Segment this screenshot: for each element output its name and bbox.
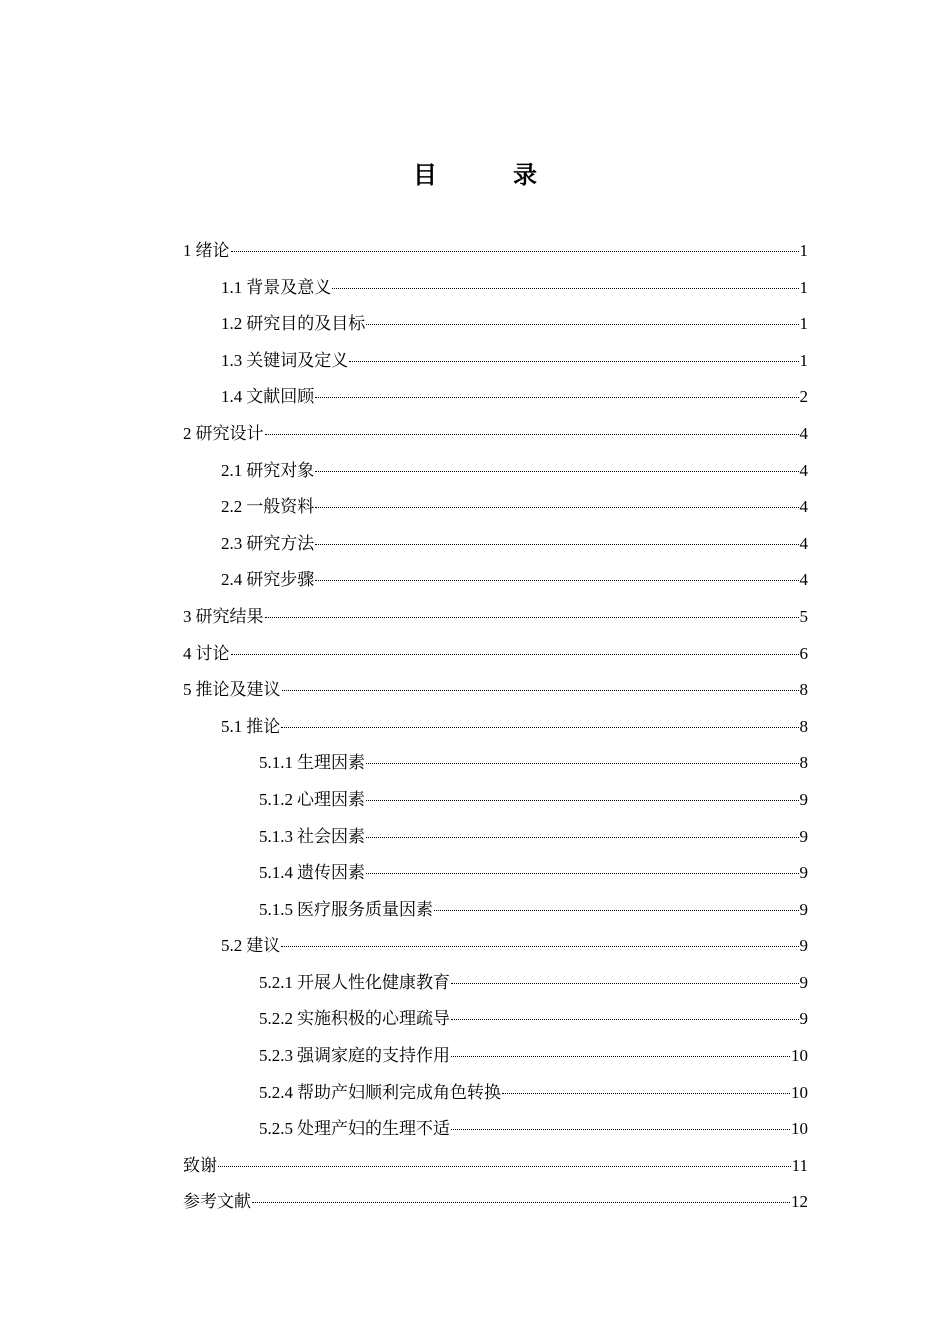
toc-entry-text: 医疗服务质量因素 [297,899,433,919]
toc-entry[interactable] [183,1148,808,1185]
toc-entry-page-number: 1 [799,241,808,260]
toc-entry-label [259,965,450,1002]
toc-entry-number: 2 [183,423,192,443]
dot-leader [252,1202,790,1203]
dot-leader [265,617,799,618]
toc-entry-text: 建议 [246,936,281,956]
toc-entry[interactable] [183,343,808,380]
dot-leader [451,1056,790,1057]
toc-entry-page-number: 9 [799,863,808,883]
toc-entry[interactable] [183,1038,808,1075]
toc-entry-number: 1.3 [221,350,243,370]
toc-entry-page-number: 4 [799,460,808,480]
toc-entry-page-number: 4 [799,497,808,517]
toc-entry[interactable] [183,782,808,819]
toc-entry-page-number: 12 [791,1192,808,1212]
dot-leader [451,1019,799,1020]
toc-entry-number: 5.1.3 [259,826,293,846]
toc-entry-number: 5.2.1 [259,972,293,992]
dot-leader [434,910,799,911]
toc-entry-page-number: 8 [799,680,808,700]
toc-entry-page-number: 9 [799,789,808,809]
toc-entry-label [183,636,230,673]
toc-entry[interactable] [183,270,808,307]
toc-entry-page-number: 4 [799,570,808,590]
toc-entry-label [221,306,365,343]
toc-entry-text: 研究结果 [195,606,264,626]
toc-entry[interactable] [183,1184,808,1221]
toc-entry[interactable] [183,892,808,929]
dot-leader [231,251,799,252]
toc-entry[interactable] [183,489,808,526]
toc-entry[interactable] [183,855,808,892]
toc-entry-text: 绪论 [195,241,230,260]
toc-entry-page-number: 9 [799,826,808,846]
toc-entry-number: 5.2.3 [259,1046,293,1066]
toc-entry-text: 推论及建议 [195,680,281,700]
toc-entry-page-number: 10 [791,1119,808,1139]
dot-leader [315,471,798,472]
toc-entry-text: 参考文献 [183,1192,251,1212]
toc-entry-label [259,782,365,819]
toc-entry[interactable] [183,709,808,746]
toc-entry-page-number: 11 [791,1155,808,1175]
toc-entry-number: 5.1.2 [259,789,293,809]
toc-entry-label [259,745,365,782]
toc-entry-page-number: 10 [791,1082,808,1102]
toc-entry[interactable] [183,599,808,636]
toc-entry-number: 2.1 [221,460,243,480]
toc-entry[interactable] [183,453,808,490]
table-of-contents [183,233,808,1221]
dot-leader [451,983,799,984]
toc-entry-page-number: 10 [791,1046,808,1066]
toc-entry-page-number: 1 [799,350,808,370]
toc-entry[interactable] [183,636,808,673]
toc-entry-label [259,1075,501,1112]
toc-entry-text: 文献回顾 [246,387,315,407]
dot-leader [315,397,798,398]
toc-entry-page-number: 8 [799,753,808,773]
toc-entry-number: 3 [183,606,192,626]
toc-entry-number: 5.1.4 [259,863,293,883]
toc-entry-number: 1.2 [221,314,243,334]
toc-entry-label [183,599,264,636]
toc-entry-text: 关键词及定义 [246,350,349,370]
dot-leader [231,654,799,655]
toc-entry-label [183,672,281,709]
toc-entry-label [259,1111,450,1148]
toc-entry-text: 研究方法 [246,533,315,553]
toc-entry-text: 研究对象 [246,460,315,480]
toc-entry-page-number: 4 [799,533,808,553]
toc-entry-text: 心理因素 [297,789,365,809]
toc-entry-text: 推论 [246,716,281,736]
toc-entry[interactable] [183,1001,808,1038]
toc-entry-number: 2.4 [221,570,243,590]
toc-entry-label [183,416,264,453]
toc-entry-text: 遗传因素 [297,863,365,883]
toc-entry[interactable] [183,819,808,856]
toc-entry-text: 致谢 [183,1155,217,1175]
toc-entry-text: 讨论 [195,643,230,663]
toc-entry-page-number: 1 [799,277,808,297]
toc-entry-page-number: 9 [799,1009,808,1029]
toc-entry-text: 研究目的及目标 [246,314,366,334]
toc-entry-text: 一般资料 [246,497,315,517]
dot-leader [281,946,798,947]
toc-entry-number: 2.3 [221,533,243,553]
toc-entry-label [259,892,433,929]
toc-entry-number: 1.1 [221,277,243,297]
toc-entry-page-number: 6 [799,643,808,663]
toc-entry-text: 背景及意义 [246,277,332,297]
toc-entry-page-number: 2 [799,387,808,407]
toc-entry-page-number: 9 [799,899,808,919]
toc-entry-text: 帮助产妇顺利完成角色转换 [297,1082,501,1102]
dot-leader [315,544,798,545]
toc-entry-label [221,709,280,746]
toc-entry-number: 5.1.5 [259,899,293,919]
toc-entry[interactable] [183,379,808,416]
toc-entry-number: 5.2.4 [259,1082,293,1102]
toc-entry-label [259,1001,450,1038]
dot-leader [366,763,799,764]
dot-leader [265,434,799,435]
toc-entry-label [221,343,348,380]
toc-entry-text: 研究设计 [195,423,264,443]
dot-leader [349,361,798,362]
toc-entry-number: 5 [183,680,192,700]
dot-leader [502,1093,790,1094]
toc-entry[interactable] [183,928,808,965]
toc-entry-label [221,489,314,526]
dot-leader [315,580,798,581]
toc-entry-label [221,270,331,307]
toc-entry[interactable] [183,233,808,270]
dot-leader [366,800,799,801]
page-title: 目 录 [413,163,563,189]
toc-entry-text: 强调家庭的支持作用 [297,1046,450,1066]
toc-entry-page-number: 9 [799,972,808,992]
toc-entry[interactable] [183,306,808,343]
toc-entry-label [221,562,314,599]
toc-entry[interactable] [183,672,808,709]
toc-entry-label [221,526,314,563]
toc-entry-number: 4 [183,643,192,663]
toc-entry-number: 5.2.5 [259,1119,293,1139]
toc-entry[interactable] [183,416,808,453]
toc-entry-number: 2.2 [221,497,243,517]
toc-entry-text: 研究步骤 [246,570,315,590]
toc-entry-text: 社会因素 [297,826,365,846]
toc-entry[interactable] [183,965,808,1002]
toc-entry-number: 5.1 [221,716,243,736]
dot-leader [332,288,798,289]
toc-entry-label [183,1184,251,1221]
toc-entry-page-number: 8 [799,716,808,736]
toc-entry-text: 生理因素 [297,753,365,773]
toc-entry-page-number: 1 [799,314,808,334]
toc-entry-number: 5.2 [221,936,243,956]
toc-entry-label [259,819,365,856]
dot-leader [366,873,799,874]
toc-entry-number: 1.4 [221,387,243,407]
toc-entry-text: 实施积极的心理疏导 [297,1009,450,1029]
toc-entry-number: 1 [183,241,192,260]
toc-entry-number: 5.2.2 [259,1009,293,1029]
toc-entry[interactable] [183,1111,808,1148]
dot-leader [366,837,799,838]
toc-entry-number: 5.1.1 [259,753,293,773]
dot-leader [315,507,798,508]
dot-leader [451,1129,790,1130]
dot-leader [281,727,798,728]
toc-entry-label [183,233,230,270]
toc-entry[interactable] [183,526,808,563]
dot-leader [282,690,799,691]
toc-entry-page-number: 9 [799,936,808,956]
toc-entry-page-number: 4 [799,423,808,443]
toc-entry-label [183,1148,217,1185]
toc-entry-label [259,1038,450,1075]
toc-entry[interactable] [183,745,808,782]
toc-entry-label [221,453,314,490]
toc-entry[interactable] [183,562,808,599]
dot-leader [366,324,798,325]
toc-entry-text: 处理产妇的生理不适 [297,1119,450,1139]
toc-entry-label [221,379,314,416]
toc-entry[interactable] [183,1075,808,1112]
dot-leader [218,1166,791,1167]
toc-entry-label [221,928,280,965]
toc-entry-page-number: 5 [799,606,808,626]
toc-entry-text: 开展人性化健康教育 [297,972,450,992]
toc-entry-label [259,855,365,892]
